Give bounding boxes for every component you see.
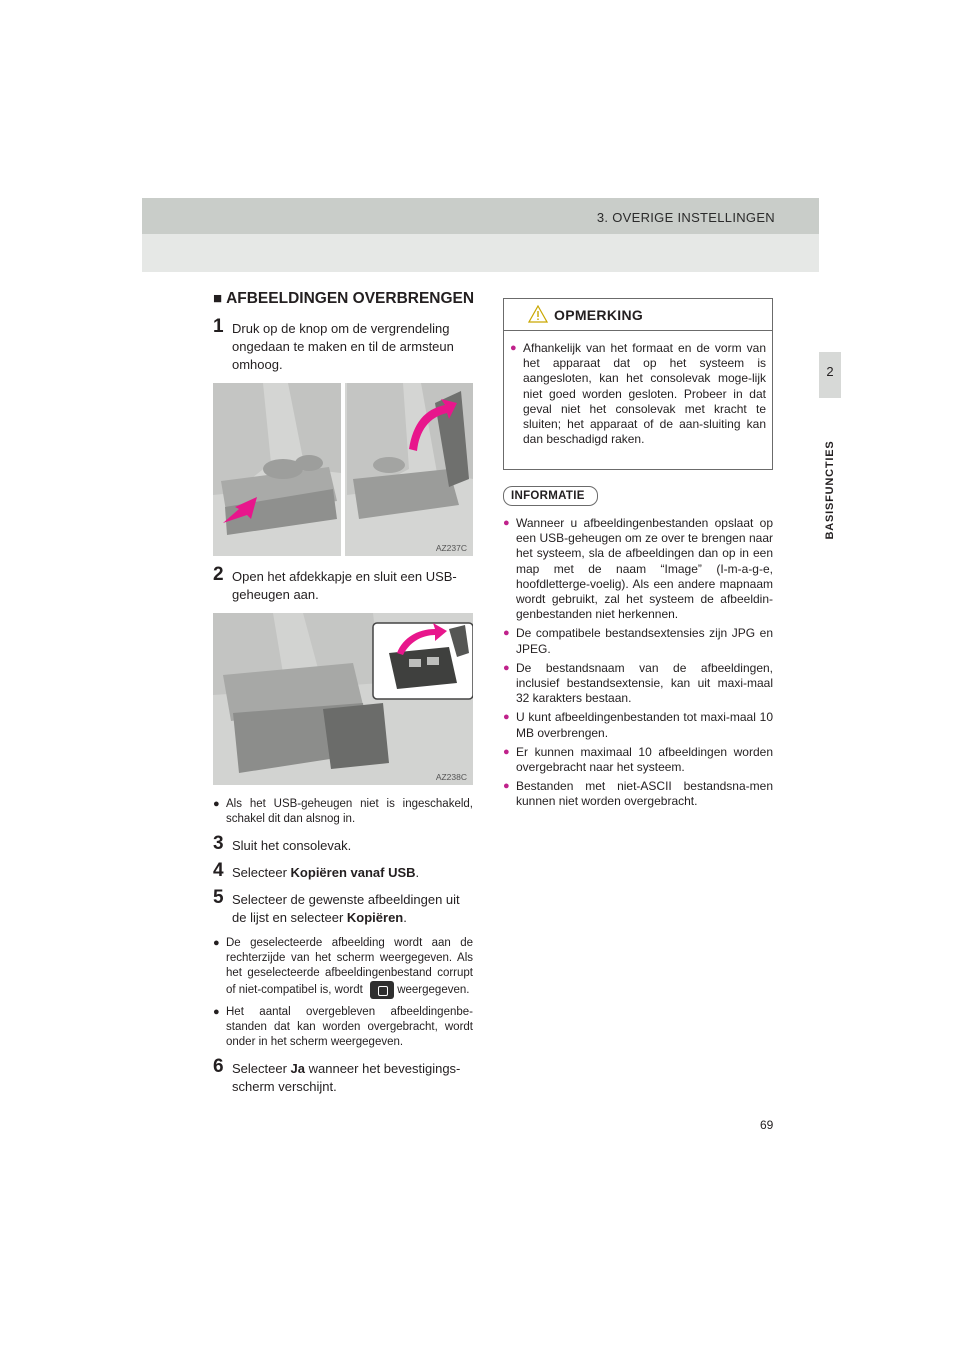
chapter-title-vertical [819, 430, 841, 550]
bullet-dot: ● [503, 711, 510, 724]
info-item [503, 516, 773, 622]
note-bullet [213, 797, 473, 827]
figure-code: AZ238C [435, 772, 467, 782]
note-header [504, 299, 772, 331]
usb-illustration [213, 613, 473, 785]
step-ui-label: Kopiëren vanaf USB [290, 865, 416, 880]
section-title-text: AFBEELDINGEN OVERBRENGEN [226, 290, 475, 307]
bullet-text: Het aantal overgebleven afbeeldingenbe-standen dat kan worden overgebracht, wordt onder in het scherm weergegeven. [226, 1006, 473, 1048]
note-title: OPMERKING [554, 307, 644, 323]
header-title: 3. OVERIGE INSTELLINGEN [596, 210, 775, 225]
info-tag: INFORMATIE [503, 486, 598, 506]
info-item [503, 779, 773, 809]
figure-code: AZ237C [435, 543, 467, 553]
bullet-dot: ● [213, 937, 220, 949]
section-marker: ■ [213, 290, 223, 307]
step-6 [213, 1056, 473, 1096]
step-text-prefix: Selecteer de gewenste afbeeldingen uit de lijst en selecteer [232, 892, 460, 925]
bullet-dot: ● [503, 627, 510, 640]
step-2 [213, 564, 473, 604]
warning-icon [528, 305, 548, 323]
info-item-text: De compatibele bestandsextensies zijn JPG en JPEG. [516, 626, 773, 656]
bullet-text: De geselecteerde afbeelding wordt aan de rechterzijde van het scherm weergegeven. Als het geselecteerde afbeeldingenbestand corrupt of niet-compatibel is, wordt [226, 937, 473, 997]
chapter-number: 2 [826, 364, 834, 379]
page-number: 69 [760, 1118, 774, 1132]
step-text-suffix: wanneer het bevestigings-scherm verschijnt. [232, 1061, 461, 1094]
step-text-prefix: Selecteer [232, 1061, 291, 1076]
figure-usb [213, 613, 473, 785]
step-text-suffix: . [403, 910, 407, 925]
bullet-dot: ● [503, 780, 510, 793]
info-item-text: De bestandsnaam van de afbeeldingen, inclusief bestandsextensie, kan uit maxi-maal 32 karakters bestaan. [516, 660, 773, 706]
step-text: Open het afdekkapje en sluit een USB-geheugen aan. [232, 569, 457, 602]
info-item [503, 710, 773, 740]
left-column [213, 290, 473, 1105]
step-number: 5 [213, 887, 224, 908]
step-text: Druk op de knop om de vergrendeling ongedaan te maken en til de armsteun omhoog. [232, 321, 454, 372]
info-item [503, 626, 773, 656]
step-number: 3 [213, 833, 224, 854]
armrest-illustration [213, 383, 473, 556]
bullet-text-end: weergegeven. [397, 984, 470, 997]
broken-image-icon [370, 981, 394, 999]
bullet-text: Als het USB-geheugen niet is ingeschakeld, schakel dit dan alsnog in. [226, 798, 473, 825]
bullet-dot: ● [503, 745, 510, 758]
bullet-dot: ● [510, 342, 517, 354]
step-number: 2 [213, 564, 224, 585]
note-item-text: Afhankelijk van het formaat en de vorm van het apparaat dat op het systeem is aangesloten, kan het consolevak moge-lijk niet goed worden gesloten. Probeer in dat geval niet het consolevak met kracht te sluiten; het apparaat of de aan-sluiting kan dan beschadigd raken. [523, 341, 766, 447]
note-body [504, 331, 772, 447]
page-header [142, 198, 819, 272]
info-item-text: Bestanden met niet-ASCII bestandsna-men kunnen niet worden overgebracht. [516, 779, 773, 809]
note-item [510, 341, 766, 447]
bullet-dot: ● [213, 798, 220, 810]
bullet-dot: ● [503, 517, 510, 529]
step-number: 4 [213, 860, 224, 881]
info-item [503, 745, 773, 775]
step-text: Sluit het consolevak. [232, 838, 352, 853]
section-title [213, 290, 473, 308]
step-1 [213, 316, 473, 374]
step-3 [213, 833, 473, 855]
chapter-title: BASISFUNCTIES [824, 440, 836, 540]
info-item-text: Er kunnen maximaal 10 afbeeldingen worden overgebracht naar het systeem. [516, 744, 773, 775]
step-text-prefix: Selecteer [232, 865, 291, 880]
info-item-text: U kunt afbeeldingenbestanden tot maxi-maal 10 MB overbrengen. [516, 710, 773, 740]
note-bullet [213, 1005, 473, 1050]
step-4 [213, 860, 473, 882]
step-text-suffix: . [415, 865, 420, 880]
step-ui-label: Ja [290, 1061, 306, 1076]
step-number: 6 [213, 1056, 224, 1077]
info-item [503, 661, 773, 707]
chapter-tab [819, 352, 841, 398]
figure-armrest [213, 383, 473, 556]
info-item-text: Wanneer u afbeeldingenbestanden opslaat op een USB-geheugen om ze over te brengen naar het systeem, sla de afbeeldingen dan op in een map met de naam “Image” (I-m-a-g-e, hoofdletterge-voelig). Als een andere mapnaam wordt gebruikt, zal het systeem de afbeeldin-genbestanden niet herkennen. [516, 516, 773, 622]
step-5 [213, 887, 473, 927]
step-ui-label: Kopiëren [346, 910, 404, 925]
bullet-dot: ● [503, 661, 510, 674]
info-list [503, 516, 773, 810]
bullet-dot: ● [213, 1006, 220, 1018]
right-column [503, 298, 773, 814]
step-number: 1 [213, 316, 224, 337]
note-box [503, 298, 773, 470]
note-bullet [213, 936, 473, 999]
